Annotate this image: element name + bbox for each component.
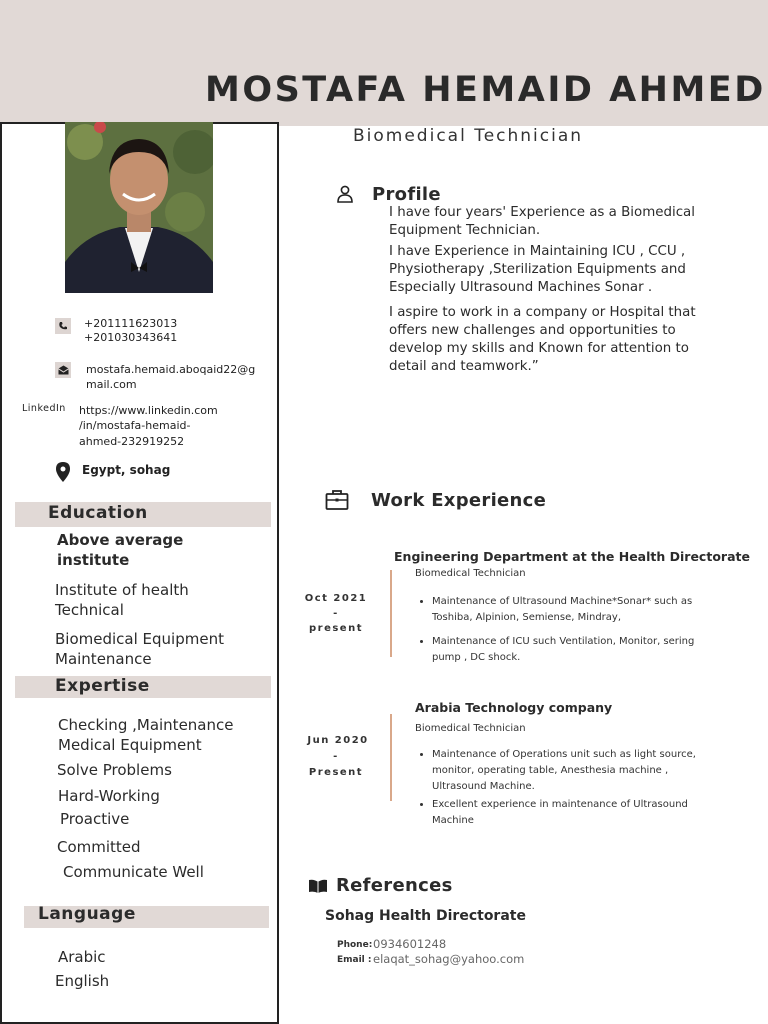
- profile-paragraph-2: I have Experience in Maintaining ICU , CCU , Physiotherapy ,Sterilization Equipments and Especially Ultrasound Machines Sonar .: [389, 244, 686, 295]
- expertise-item: Committed: [57, 838, 141, 856]
- email-line-2[interactable]: mail.com: [86, 378, 137, 391]
- job-company: Engineering Department at the Health Directorate: [394, 549, 750, 564]
- linkedin-label: LinkedIn: [22, 403, 66, 414]
- job-bullet: • Maintenance of ICU such Ventilation, Monitor, sering pump , DC shock.: [432, 634, 716, 666]
- open-book-icon: [308, 879, 328, 894]
- expertise-item: Medical Equipment: [58, 736, 202, 754]
- expertise-item: Proactive: [60, 810, 130, 828]
- phone-primary: +201111623013: [84, 317, 178, 330]
- person-icon: [336, 185, 354, 203]
- education-degree-line-1: Above average: [57, 531, 184, 549]
- email-line-1[interactable]: mostafa.hemaid.aboqaid22@g: [86, 363, 256, 376]
- candidate-name: MOSTAFA HEMAID AHMED: [205, 70, 766, 110]
- reference-organization: Sohag Health Directorate: [325, 908, 526, 924]
- profile-paragraph-1: I have four years' Experience as a Biomedical Equipment Technician.: [389, 205, 695, 238]
- education-field-line-1: Biomedical Equipment: [55, 630, 224, 648]
- job-bullet: • Maintenance of Operations unit such as light source, monitor, operating table, Anesthesia machine , Ultrasound Machine.: [432, 747, 716, 795]
- phone-icon: [55, 318, 71, 334]
- language-item: English: [55, 972, 110, 990]
- linkedin-url-line-1[interactable]: https://www.linkedin.com: [79, 404, 218, 417]
- job-date-end: present: [308, 623, 363, 634]
- profile-paragraph-3: I aspire to work in a company or Hospital that offers new challenges and opportunities to develop my skills and Known for attention to detail and teamwork.”: [389, 305, 696, 374]
- job-bullet: • Maintenance of Ultrasound Machine*Sonar* such as Toshiba, Alpinion, Semiense, Mindray,: [432, 594, 716, 626]
- education-school-line-1: Institute of health: [55, 581, 189, 599]
- expertise-title: Expertise: [55, 676, 150, 696]
- education-degree-line-2: institute: [57, 551, 130, 569]
- job-bullets: [416, 594, 716, 674]
- expertise-item: Solve Problems: [57, 761, 172, 779]
- email-icon: [55, 362, 71, 378]
- phone-secondary: +201030343641: [84, 331, 178, 344]
- timeline-line: [390, 714, 392, 801]
- location-text: Egypt, sohag: [82, 463, 171, 477]
- references-title: References: [336, 875, 453, 896]
- location-pin-icon: [55, 462, 71, 482]
- job-company: Arabia Technology company: [415, 700, 613, 715]
- job-role: Biomedical Technician: [415, 723, 526, 734]
- language-title: Language: [38, 904, 136, 924]
- job-date-start: Jun 2020: [307, 735, 369, 746]
- expertise-item: Checking ,Maintenance: [58, 716, 234, 734]
- reference-phone-label: Phone:: [337, 940, 373, 950]
- job-date-separator: -: [333, 608, 339, 619]
- reference-phone: 0934601248: [373, 937, 447, 951]
- job-date-start: Oct 2021: [304, 593, 368, 604]
- reference-email[interactable]: elaqat_sohag@yahoo.com: [373, 952, 525, 966]
- work-experience-title: Work Experience: [371, 490, 547, 511]
- language-item: Arabic: [58, 948, 106, 966]
- expertise-item: Hard-Working: [58, 787, 160, 805]
- reference-email-label: Email :: [337, 955, 372, 965]
- profile-title: Profile: [372, 184, 441, 205]
- job-date-separator: -: [333, 751, 339, 762]
- job-title: Biomedical Technician: [353, 126, 584, 146]
- education-title: Education: [48, 503, 148, 523]
- education-field-line-2: Maintenance: [55, 650, 152, 668]
- briefcase-icon: [325, 489, 349, 511]
- expertise-item: Communicate Well: [63, 863, 204, 881]
- profile-photo: [65, 122, 213, 293]
- linkedin-url-line-2[interactable]: /in/mostafa-hemaid-: [79, 419, 191, 432]
- job-bullet: • Excellent experience in maintenance of Ultrasound Machine: [432, 797, 716, 829]
- education-school-line-2: Technical: [55, 601, 124, 619]
- linkedin-url-line-3[interactable]: ahmed-232919252: [79, 435, 185, 448]
- timeline-line: [390, 570, 392, 657]
- job-date-end: Present: [308, 767, 364, 778]
- job-bullets: [416, 747, 716, 837]
- job-role: Biomedical Technician: [415, 568, 526, 579]
